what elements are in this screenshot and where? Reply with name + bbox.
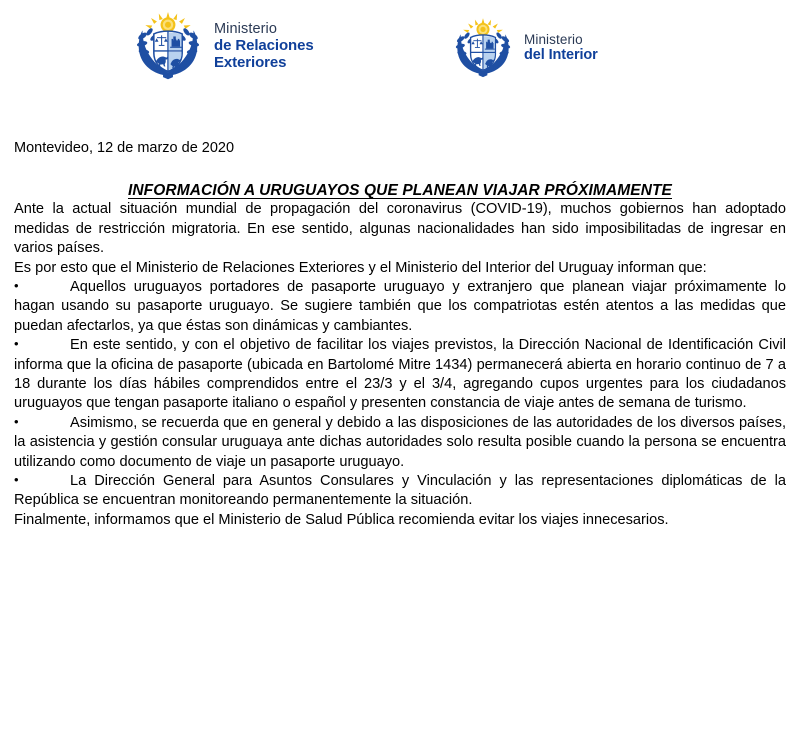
paragraph-final: Finalmente, informamos que el Ministerio de Salud Pública recomienda evitar los viajes innecesarios. (14, 511, 669, 528)
logo-text-relaciones-exteriores (214, 21, 314, 72)
logo-line-2: del Interior (524, 47, 598, 64)
bullet-text: Aquellos uruguayos portadores de pasaporte uruguayo y extranjero que planean viajar próximamente lo hagan usando su pasaporte uruguayo. Se sugiere también que los compatriotas estén atentos a las medidas que puedan afectarlos, ya que éstas son dinámicas y cambiantes. (14, 279, 786, 334)
bullet-item-oficina-pasaporte (14, 336, 786, 414)
bullet-icon (14, 414, 70, 433)
logo-line-2: de Relaciones (214, 37, 314, 55)
dateline: Montevideo, 12 de marzo de 2020 (14, 140, 235, 156)
bullet-text: En este sentido, y con el objetivo de facilitar los viajes previstos, la Dirección Nacional de Identificación Civil informa que la oficina de pasaporte (ubicada en Bartolomé Mitre 1434) permanecerá abierta en horario continuo de 7 a 18 durante los días hábiles comprendidos entre el 23/3 y el 3/4, agregando cupos urgentes para los ciudadanos uruguayos que tengan pasaporte italiano o español y presenten constancia de viaje antes de semana de turismo. (14, 337, 786, 412)
bullet-text: Asimismo, se recuerda que en general y debido a las disposiciones de las autoridades de los diversos países, la asistencia y gestión consular uruguaya ante dichas autoridades solo resulta posible cuando la persona se encuentra utilizando como documento de viaje un pasaporte uruguayo. (14, 414, 786, 470)
document-header (0, 0, 800, 96)
bullet-icon (14, 472, 70, 491)
paragraph-intro: Ante la actual situación mundial de propagación del coronavirus (COVID-19), muchos gobiernos han adoptado medidas de restricción migratoria. En ese sentido, algunas nacionalidades han sido imposibilitadas de ingresar en varios países. (14, 201, 786, 257)
bullet-item-pasaporte-uruguayo (14, 278, 786, 336)
logo-line-1: Ministerio (524, 32, 583, 48)
logo-line-3: Exteriores (214, 54, 287, 72)
page-title: INFORMACIÓN A URUGUAYOS QUE PLANEAN VIAJAR PRÓXIMAMENTE (127, 182, 672, 200)
bullet-icon (14, 278, 70, 297)
bullet-icon (14, 336, 70, 355)
logo-ministerio-del-interior (452, 18, 598, 78)
logo-text-del-interior (524, 32, 598, 64)
uruguay-coat-of-arms-icon (132, 12, 204, 80)
paragraph-informan: Es por esto que el Ministerio de Relaciones Exteriores y el Ministerio del Interior del Uruguay informan que: (14, 259, 707, 276)
bullet-item-direccion-general (14, 472, 786, 511)
bullet-item-asistencia-consular (14, 414, 786, 472)
logo-line-1: Ministerio (214, 20, 278, 37)
uruguay-coat-of-arms-icon (452, 18, 514, 78)
document-body (0, 140, 800, 530)
logo-ministerio-relaciones-exteriores (132, 12, 314, 80)
bullet-text: La Dirección General para Asuntos Consulares y Vinculación y las representaciones diplomáticas de la República se encuentran monitoreando permanentemente la situación. (14, 473, 786, 509)
